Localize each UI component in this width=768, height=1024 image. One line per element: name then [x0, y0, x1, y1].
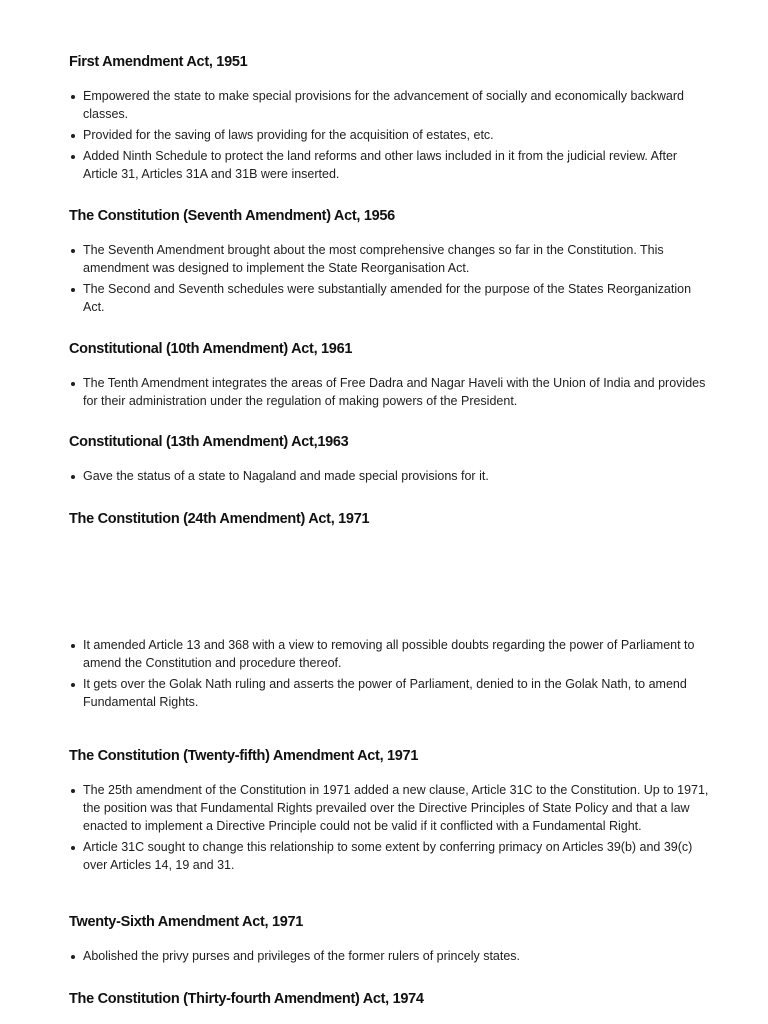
section-heading: Twenty-Sixth Amendment Act, 1971: [69, 914, 303, 930]
section-heading: First Amendment Act, 1951: [69, 54, 248, 70]
bullet-icon: [71, 955, 75, 959]
list-item-text: It gets over the Golak Nath ruling and asserts the power of Parliament, denied to in the Golak Nath, to amend Fundamental Rights.: [83, 677, 687, 709]
list-item-text: Empowered the state to make special provisions for the advancement of socially and economically backward classes.: [83, 89, 685, 121]
list-item: [69, 838, 709, 874]
section-heading: The Constitution (24th Amendment) Act, 1971: [69, 511, 370, 527]
bullet-list: [69, 374, 709, 410]
list-item-text: Provided for the saving of laws providing for the acquisition of estates, etc.: [83, 128, 494, 142]
bullet-icon: [71, 789, 75, 793]
bullet-list: [69, 241, 709, 316]
list-item-text: Gave the status of a state to Nagaland and made special provisions for it.: [83, 469, 489, 483]
bullet-icon: [71, 155, 75, 159]
list-item-text: Article 31C sought to change this relationship to some extent by conferring primacy on Articles 39(b) and 39(c) over Articles 14, 19 and 31.: [83, 840, 693, 872]
section-heading: The Constitution (Seventh Amendment) Act, 1956: [69, 208, 395, 224]
bullet-icon: [71, 475, 75, 479]
list-item-text: Abolished the privy purses and privileges of the former rulers of princely states.: [83, 949, 521, 963]
bullet-list: [69, 636, 709, 711]
bullet-list: [69, 947, 709, 965]
bullet-list: [69, 781, 709, 874]
section-seventh-amendment: [69, 207, 709, 319]
list-item: [69, 675, 709, 711]
bullet-list: [69, 467, 709, 485]
list-item: [69, 87, 709, 123]
bullet-icon: [71, 134, 75, 138]
bullet-icon: [71, 95, 75, 99]
list-item-text: The Tenth Amendment integrates the areas of Free Dadra and Nagar Haveli with the Union of India and provides for their administration under the regulation of making powers of the President.: [83, 376, 706, 408]
list-item: [69, 126, 709, 144]
section-heading: The Constitution (Thirty-fourth Amendment) Act, 1974: [69, 991, 424, 1007]
bullet-icon: [71, 846, 75, 850]
bullet-icon: [71, 249, 75, 253]
list-item-text: It amended Article 13 and 368 with a view to removing all possible doubts regarding the power of Parliament to amend the Constitution and procedure thereof.: [83, 638, 695, 670]
list-item-text: The 25th amendment of the Constitution in 1971 added a new clause, Article 31C to the Constitution. Up to 1971, the position was that Fundamental Rights prevailed over the Directive Principles of State Policy and that a law enacted to implement a Directive Principle could not be valid if it conflicted with a Fundamental Right.: [83, 783, 709, 833]
list-item: [69, 636, 709, 672]
section-26th-amendment: [69, 913, 709, 968]
section-tenth-amendment: [69, 340, 709, 413]
list-item: [69, 147, 709, 183]
list-item-text: The Second and Seventh schedules were substantially amended for the purpose of the States Reorganization Act.: [83, 282, 692, 314]
list-item: [69, 374, 709, 410]
bullet-icon: [71, 644, 75, 648]
section-first-amendment: [69, 53, 709, 186]
bullet-icon: [71, 382, 75, 386]
section-thirteenth-amendment: [69, 433, 709, 488]
bullet-icon: [71, 288, 75, 292]
section-heading: Constitutional (13th Amendment) Act,1963: [69, 434, 349, 450]
list-item-text: Added Ninth Schedule to protect the land reforms and other laws included in it from the judicial review. After Article 31, Articles 31A and 31B were inserted.: [83, 149, 678, 181]
section-heading: The Constitution (Twenty-fifth) Amendment Act, 1971: [69, 748, 419, 764]
list-item: [69, 241, 709, 277]
section-24th-amendment: [69, 510, 709, 714]
section-heading: Constitutional (10th Amendment) Act, 1961: [69, 341, 353, 357]
list-item: [69, 781, 709, 835]
blank-space: [69, 528, 709, 636]
section-25th-amendment: [69, 747, 709, 877]
list-item: [69, 467, 709, 485]
bullet-icon: [71, 683, 75, 687]
section-34th-amendment: [69, 990, 709, 1008]
list-item: [69, 280, 709, 316]
list-item-text: The Seventh Amendment brought about the most comprehensive changes so far in the Constitution. This amendment was designed to implement the State Reorganisation Act.: [83, 243, 664, 275]
list-item: [69, 947, 709, 965]
bullet-list: [69, 87, 709, 183]
